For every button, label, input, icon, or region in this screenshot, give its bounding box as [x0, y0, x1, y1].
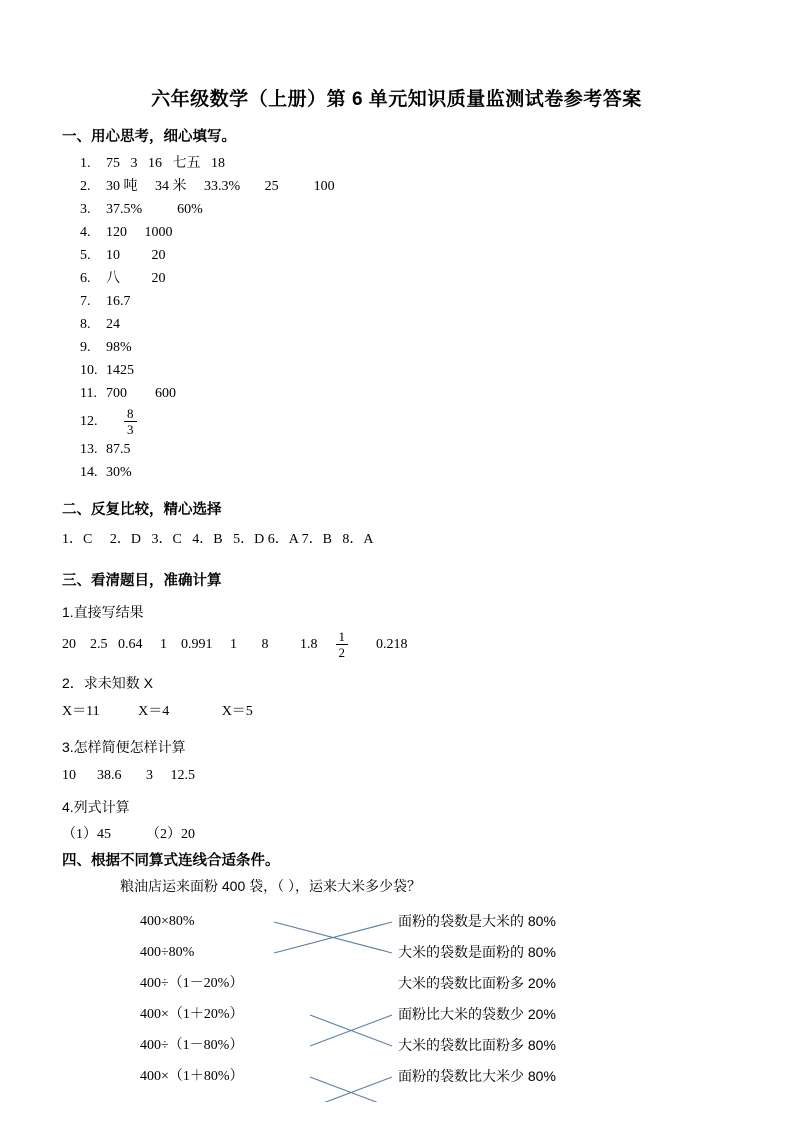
match-right-item[interactable]: 面粉比大米的袋数少 20% — [398, 1006, 556, 1022]
item-number: 9. — [80, 340, 91, 355]
list-item — [62, 359, 731, 382]
item-number: 12. — [80, 413, 98, 429]
item-number: 13. — [80, 442, 98, 457]
item-text: 98% — [106, 340, 132, 355]
section-heading-4: 四、根据不同算式连线合适条件。 — [62, 853, 280, 869]
sub-heading-3-4: 4.列式计算 — [62, 799, 130, 815]
oral-calc-answers — [62, 628, 731, 661]
section-heading-1: 一、用心思考，细心填写。 — [62, 129, 236, 145]
match-left-item[interactable]: 400×（1＋20%） — [140, 1007, 244, 1022]
list-item — [62, 438, 731, 461]
item-text: 1425 — [106, 363, 134, 378]
section-heading-3: 三、看清题目，准确计算 — [62, 573, 222, 589]
expression-answers: （1）45 （2）20 — [62, 827, 195, 842]
item-text: 30 吨 34 米 33.3% 25 100 — [106, 179, 335, 194]
fill-answer-list — [62, 152, 731, 484]
list-item — [62, 313, 731, 336]
page-title: 六年级数学（上册）第 6 单元知识质量监测试卷参考答案 — [151, 89, 642, 110]
list-item — [62, 267, 731, 290]
list-item — [62, 175, 731, 198]
list-item — [62, 152, 731, 175]
equation-answers: X＝11 X＝4 X＝5 — [62, 704, 253, 719]
item-number: 2. — [80, 179, 91, 194]
match-left-item[interactable]: 400÷（1－80%） — [140, 1038, 244, 1053]
list-item — [62, 221, 731, 244]
item-text: 30% — [106, 465, 132, 480]
item-number: 1. — [80, 156, 91, 171]
fraction — [124, 407, 137, 436]
match-right-item[interactable]: 面粉的袋数是大米的 80% — [398, 913, 556, 929]
item-number: 14. — [80, 465, 98, 480]
item-number: 10. — [80, 363, 98, 378]
match-right-item[interactable]: 大米的袋数比面粉多 80% — [398, 1037, 556, 1053]
list-item — [62, 290, 731, 313]
fraction-denominator: 2 — [338, 645, 345, 660]
item-number: 4. — [80, 225, 91, 240]
list-item — [62, 198, 731, 221]
match-right-item[interactable]: 面粉的袋数比大米少 80% — [398, 1068, 556, 1084]
matching-prompt: 粮油店运来面粉 400 袋，（ ），运来大米多少袋？ — [120, 878, 422, 894]
list-item — [62, 382, 731, 405]
list-item — [62, 244, 731, 267]
item-text: 八 20 — [106, 271, 166, 286]
match-left-item[interactable]: 400÷80% — [140, 945, 195, 960]
oral-calc-answers-after: 0.218 — [376, 636, 408, 652]
matching-exercise — [62, 876, 731, 1102]
sub-heading-3-1: 1.直接写结果 — [62, 604, 144, 620]
matching-left-column — [140, 906, 320, 1092]
item-number: 8. — [80, 317, 91, 332]
item-number: 11. — [80, 386, 97, 401]
item-text: 87.5 — [106, 442, 131, 457]
matching-right-column — [398, 906, 658, 1092]
match-right-item[interactable]: 大米的袋数是面粉的 80% — [398, 944, 556, 960]
matching-area — [62, 906, 731, 1102]
fraction-numerator: 1 — [336, 630, 349, 645]
item-number: 7. — [80, 294, 91, 309]
item-text: 37.5% 60% — [106, 202, 203, 217]
section-heading-2: 二、反复比较，精心选择 — [62, 502, 222, 518]
oral-calc-answers-before: 20 2.5 0.64 1 0.991 1 8 1.8 — [62, 636, 318, 652]
match-left-item[interactable]: 400÷（1－20%） — [140, 976, 244, 991]
item-number: 3. — [80, 202, 91, 217]
match-right-item[interactable]: 大米的袋数比面粉多 20% — [398, 975, 556, 991]
match-left-item[interactable]: 400×（1＋80%） — [140, 1069, 244, 1084]
item-number: 5. — [80, 248, 91, 263]
list-item — [62, 336, 731, 359]
simplify-answers: 10 38.6 3 12.5 — [62, 768, 195, 783]
item-text: 700 600 — [106, 386, 176, 401]
item-text: 120 1000 — [106, 225, 173, 240]
list-item-fraction — [62, 405, 731, 438]
item-text: 24 — [106, 317, 120, 332]
sub-heading-3-2: 2．求未知数 X — [62, 675, 154, 691]
choice-answers: 1．C 2．D 3．C 4．B 5．D 6．A 7．B 8．A — [62, 532, 374, 547]
sub-heading-3-3: 3.怎样简便怎样计算 — [62, 739, 186, 755]
item-number: 6. — [80, 271, 91, 286]
list-item — [62, 461, 731, 484]
fraction-numerator: 8 — [124, 407, 137, 422]
item-text: 75 3 16 七五 18 — [106, 156, 225, 171]
fraction — [336, 630, 349, 659]
item-text: 16.7 — [106, 294, 131, 309]
fraction-denominator: 3 — [127, 422, 134, 437]
match-left-item[interactable]: 400×80% — [140, 914, 195, 929]
item-text: 10 20 — [106, 248, 166, 263]
